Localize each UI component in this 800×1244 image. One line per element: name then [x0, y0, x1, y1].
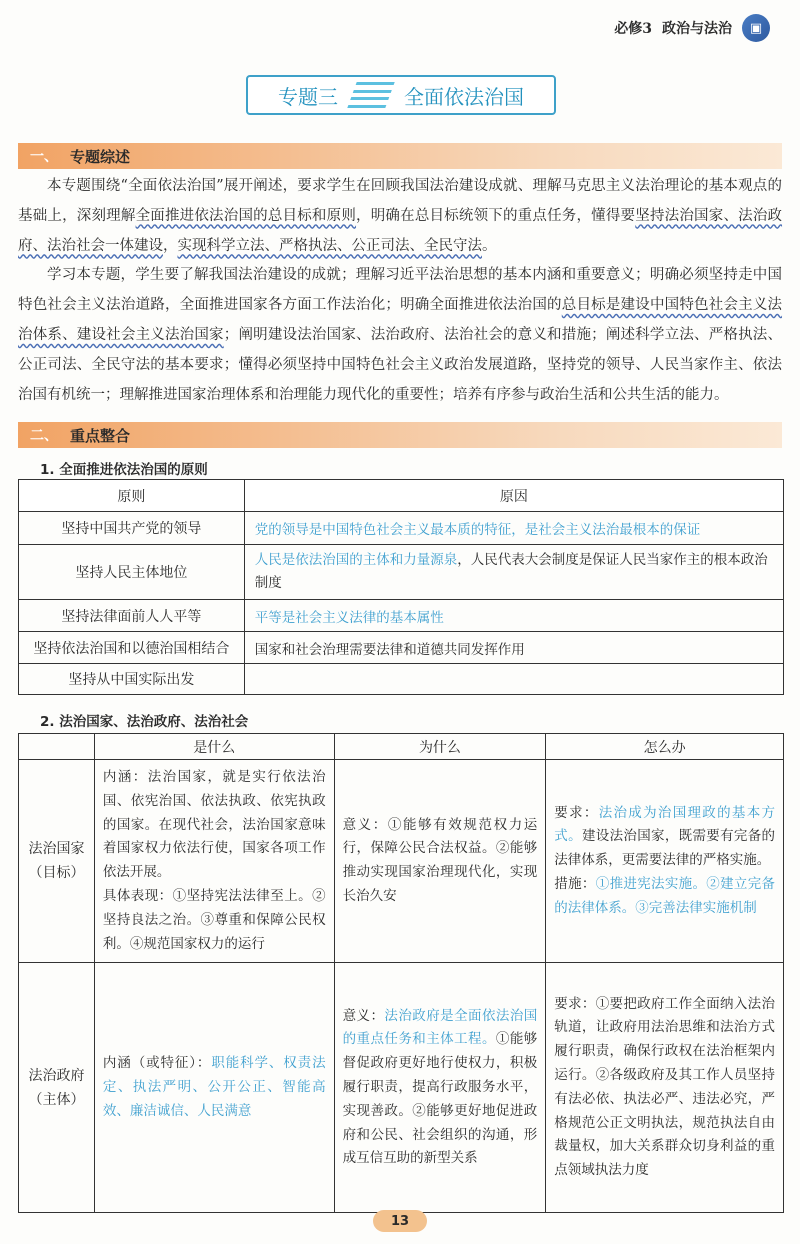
principle-cell: 坚持人民主体地位: [19, 545, 245, 600]
subject-name: 政治与法治: [662, 21, 732, 37]
column-header: 是什么: [94, 734, 334, 760]
how-cell: [546, 760, 784, 963]
why-cell: 意义：①能够有效规范权力运行，保障公民合法权益。②能够推动实现国家治理现代化，实现长治久安: [334, 760, 546, 963]
topic-title: 全面依法治国: [404, 84, 524, 109]
text: ，明确在总目标统领下的重点任务，懂得要: [356, 207, 636, 224]
reason-highlight: 平等是社会主义法律的基本属性: [254, 609, 444, 626]
text: 本专题围绕“全面依法治国”展开阐述，要求学生在回顾我国法治建设成就、理解马克思主义法治理论的基本观点的基础上，深刻理解: [18, 178, 782, 224]
row-role: （目标）: [28, 865, 85, 882]
what-label: 内涵（或特征）：: [102, 1055, 212, 1072]
reason-cell: [244, 512, 783, 545]
why-highlight: 法治政府是全面依法治国的重点任务和主体工程。: [342, 1007, 538, 1048]
how-label: 要求：: [554, 804, 599, 821]
subheading-rule-of-law: 2. 法治国家、法治政府、法治社会: [40, 714, 249, 730]
underlined-text: 全面推进依法治国的总目标和原则: [135, 207, 357, 224]
subheading-principles: 1. 全面推进依法治国的原则: [40, 462, 208, 478]
text: 。: [482, 237, 497, 254]
topic-title-box: [246, 75, 556, 115]
overview-paragraph: [18, 172, 782, 410]
principle-cell: 坚持从中国实际出发: [19, 664, 245, 695]
reason-cell: [244, 545, 783, 600]
reason-cell: [244, 664, 783, 695]
row-header-rule-of-law-government: [19, 963, 95, 1213]
column-header: 怎么办: [546, 734, 784, 760]
reason-highlight: 党的领导是中国特色社会主义最本质的特征，是社会主义法治最根本的保证: [254, 522, 701, 538]
page-header: [614, 14, 770, 42]
what-detail: 具体表现：①坚持宪法法律至上。②坚持良法之治。③尊重和保障公民权利。④规范国家权力的运行: [102, 887, 326, 952]
section-number: 一、: [30, 149, 58, 165]
row-title: 法治政府: [28, 1067, 85, 1084]
what-cell: [94, 963, 334, 1213]
what-highlight: 职能科学、权责法定、执法严明、公开公正、智能高效、廉洁诚信、人民满意: [102, 1055, 326, 1119]
column-header: 原则: [19, 480, 245, 512]
page-number: 13: [373, 1210, 427, 1232]
what-cell: [94, 760, 334, 963]
text: 学习本专题，学生要了解我国法治建设的成就；理解习近平法治思想的基本内涵和重要意义；明确必须坚持走中国特色社会主义法治道路，全面推进国家各方面工作法治化；明确全面推进依法治国的: [18, 267, 782, 314]
principle-cell: 坚持依法治国和以德治国相结合: [19, 632, 245, 664]
text: ；阐明建设法治国家、法治政府、法治社会的意义和措施；阐述科学立法、严格执法、公正司法、全民守法的基本要求；懂得必须坚持中国特色社会主义政治发展道路，坚持党的领导、人民当家作主、依法治国有机统一；理解推进国家治理体系和治理能力现代化的重要性；培养有序参与政治生活和公共生活的能力。: [18, 326, 783, 403]
why-cell: [334, 963, 546, 1213]
row-title: 法治国家: [28, 841, 85, 858]
how-highlight: ①推进宪法实施。②建立完备的法律体系。③完善法律实施机制: [554, 876, 776, 916]
reason-highlight: 人民是依法治国的主体和力量源泉: [254, 552, 458, 568]
section-title: 重点整合: [70, 426, 131, 445]
how-text: 建设法治国家，既需要有完备的法律体系，更需要法律的严格实施。: [554, 828, 776, 869]
section-bar-overview: [18, 143, 782, 169]
underlined-text: 总目标是建设中国特色社会主义法治体系、建设社会主义法治国家: [18, 297, 783, 343]
how-cell: 要求：①要把政府工作全面纳入法治轨道，让政府用法治思维和法治方式履行职责，确保行政权在法治框架内运行。②各级政府及其工作人员坚持有法必依、执法必严、违法必究，严格规范公正文明执法，规范执法自由裁量权，加大关系群众切身利益的重点领域执法力度: [546, 963, 784, 1213]
section-title: 专题综述: [70, 147, 131, 166]
what-text: 内涵：法治国家，就是实行依法治国、依宪治国、依法执政、依宪执政的国家。在现代社会，法治国家意味着国家权力依法行使，国家各项工作依法开展。: [102, 769, 326, 881]
principle-cell: 坚持法律面前人人平等: [19, 600, 245, 632]
how-highlight: 法治成为治国理政的基本方式。: [554, 804, 776, 845]
book-icon: ▣: [742, 14, 770, 42]
row-header-rule-of-law-country: [19, 760, 95, 963]
book-name: 必修3: [614, 21, 652, 37]
principle-cell: 坚持中国共产党的领导: [19, 512, 245, 545]
principles-table: [18, 479, 784, 695]
section-number: 二、: [30, 428, 58, 444]
reason-cell: [244, 600, 783, 632]
reason-text: ，人民代表大会制度是保证人民当家作主的根本政治制度: [254, 552, 768, 591]
underlined-text: 坚持法治国家、法治政府、法治社会一体建设: [18, 207, 783, 254]
topic-label: 专题三: [278, 84, 338, 109]
how-label: 措施：: [554, 876, 596, 893]
why-label: 意义：: [342, 1007, 385, 1024]
column-header: 原因: [244, 480, 783, 512]
text: ，: [163, 237, 178, 254]
why-text: ①能够督促政府更好地行使权力，积极履行职责，提高行政服务水平，实现善政。②能够更好地促进政府和公民、社会组织的沟通，形成互信互助的新型关系: [342, 1031, 538, 1167]
column-header: 为什么: [334, 734, 546, 760]
underlined-text: 实现科学立法、严格执法、公正司法、全民守法: [177, 237, 482, 254]
reason-cell: [244, 632, 783, 664]
rule-of-law-table: [18, 733, 784, 1213]
row-role: （主体）: [28, 1091, 85, 1108]
section-bar-key-points: [18, 422, 782, 448]
reason-text: 国家和社会治理需要法律和道德共同发挥作用: [254, 641, 525, 658]
column-header: [19, 734, 95, 760]
stripes-icon: [347, 82, 394, 108]
